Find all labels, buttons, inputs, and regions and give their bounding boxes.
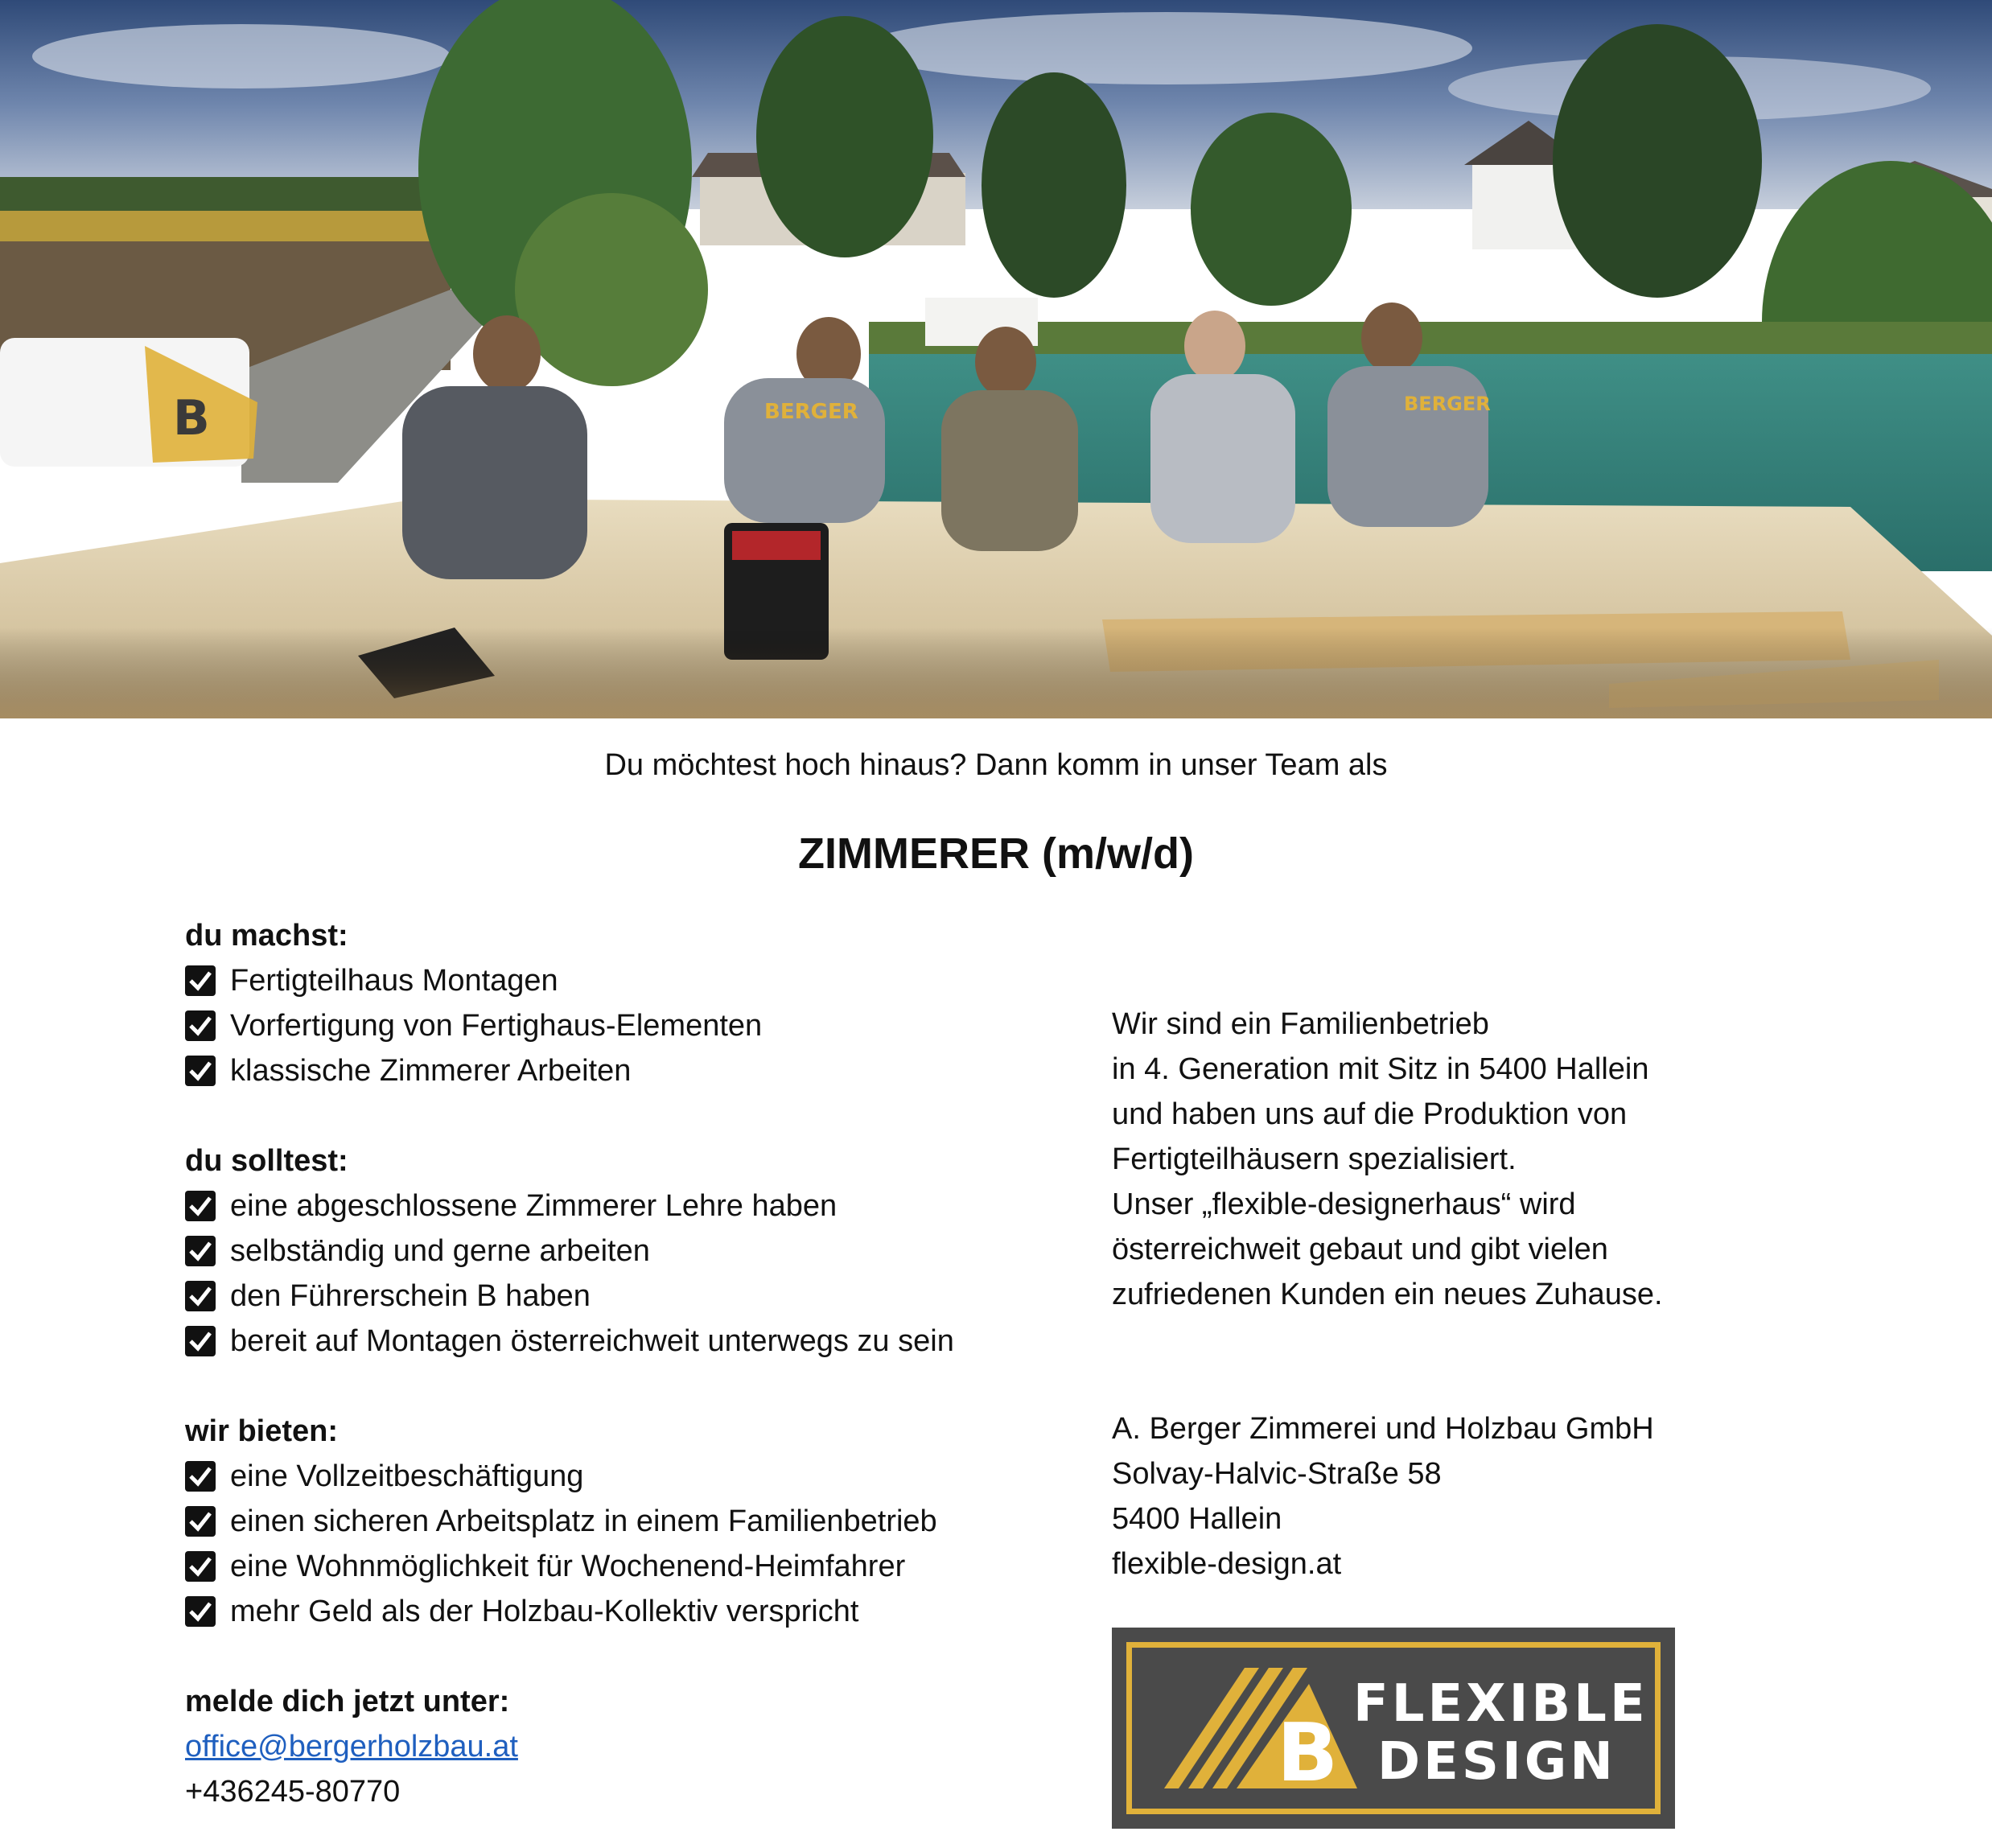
list-item-label: bereit auf Montagen österreichweit unterwegs zu sein (230, 1324, 954, 1358)
website: flexible-design.at (1112, 1547, 1342, 1581)
checkbox-icon (185, 1551, 216, 1582)
list-item (185, 1048, 1110, 1093)
list-item (185, 1589, 1110, 1634)
list-item-label: eine Vollzeitbeschäftigung (230, 1459, 584, 1493)
list-item (185, 958, 1110, 1003)
street: Solvay-Halvic-Straße 58 (1112, 1457, 1442, 1491)
flexible-design-logo (1112, 1628, 1675, 1829)
list-item (185, 1003, 1110, 1048)
about-line: Fertigteilhäusern spezialisiert. (1112, 1142, 1517, 1176)
offer-heading: wir bieten: (185, 1414, 339, 1448)
logo-mark-icon (1156, 1660, 1357, 1797)
list-item-label: eine Wohnmöglichkeit für Wochenend-Heimfahrer (230, 1550, 906, 1583)
svg-text:BERGER: BERGER (764, 400, 858, 424)
list-item (185, 1544, 1110, 1589)
company-address (1112, 1406, 1836, 1587)
logo-word-2: DESIGN (1377, 1732, 1616, 1792)
about-line: in 4. Generation mit Sitz in 5400 Hallein (1112, 1052, 1649, 1086)
phone-number: +436245-80770 (185, 1775, 401, 1809)
list-item (185, 1454, 1110, 1499)
hero-illustration (0, 0, 1992, 718)
checkbox-icon (185, 1506, 216, 1537)
left-column (185, 913, 1110, 1814)
list-item (185, 1229, 1110, 1274)
list-item-label: selbständig und gerne arbeiten (230, 1234, 650, 1268)
logo-word-1: FLEXIBLE (1353, 1674, 1648, 1734)
checkbox-icon (185, 1191, 216, 1221)
contact-heading: melde dich jetzt unter: (185, 1685, 510, 1718)
checkbox-icon (185, 1010, 216, 1041)
about-line: Wir sind ein Familienbetrieb (1112, 1007, 1489, 1041)
checkbox-icon (185, 1596, 216, 1627)
list-item (185, 1319, 1110, 1364)
company-name: A. Berger Zimmerei und Holzbau GmbH (1112, 1412, 1654, 1446)
list-item-label: einen sicheren Arbeitsplatz in einem Familienbetrieb (230, 1504, 937, 1538)
intro-text: Du möchtest hoch hinaus? Dann komm in unser Team als (604, 748, 1388, 782)
list-item (185, 1183, 1110, 1229)
checkbox-icon (185, 1236, 216, 1266)
about-line: österreichweit gebaut und gibt vielen (1112, 1233, 1608, 1266)
requirements-list (185, 1183, 1110, 1364)
about-line: und haben uns auf die Produktion von (1112, 1097, 1628, 1131)
svg-text:B: B (173, 390, 210, 447)
offer-list (185, 1454, 1110, 1634)
checkbox-icon (185, 965, 216, 996)
list-item-label: Fertigteilhaus Montagen (230, 964, 558, 998)
hero-photo (0, 0, 1992, 718)
list-item-label: mehr Geld als der Holzbau-Kollektiv verspricht (230, 1595, 859, 1628)
list-item-label: Vorfertigung von Fertighaus-Elementen (230, 1009, 763, 1043)
tasks-list (185, 958, 1110, 1093)
svg-text:BERGER: BERGER (1404, 393, 1491, 415)
list-item-label: eine abgeschlossene Zimmerer Lehre haben (230, 1189, 838, 1223)
about-line: zufriedenen Kunden ein neues Zuhause. (1112, 1278, 1663, 1311)
list-item-label: den Führerschein B haben (230, 1279, 591, 1313)
list-item-label: klassische Zimmerer Arbeiten (230, 1054, 632, 1088)
checkbox-icon (185, 1461, 216, 1492)
about-company (1112, 1002, 1836, 1317)
tasks-heading: du machst: (185, 919, 348, 953)
email-link[interactable]: office@bergerholzbau.at (185, 1730, 518, 1764)
list-item (185, 1274, 1110, 1319)
list-item (185, 1499, 1110, 1544)
checkbox-icon (185, 1326, 216, 1356)
requirements-heading: du solltest: (185, 1144, 348, 1178)
city: 5400 Hallein (1112, 1502, 1282, 1536)
checkbox-icon (185, 1281, 216, 1311)
checkbox-icon (185, 1056, 216, 1086)
job-title: ZIMMERER (m/w/d) (798, 829, 1194, 878)
about-line: Unser „flexible-designerhaus“ wird (1112, 1187, 1576, 1221)
logo-letter: B (1277, 1706, 1339, 1797)
